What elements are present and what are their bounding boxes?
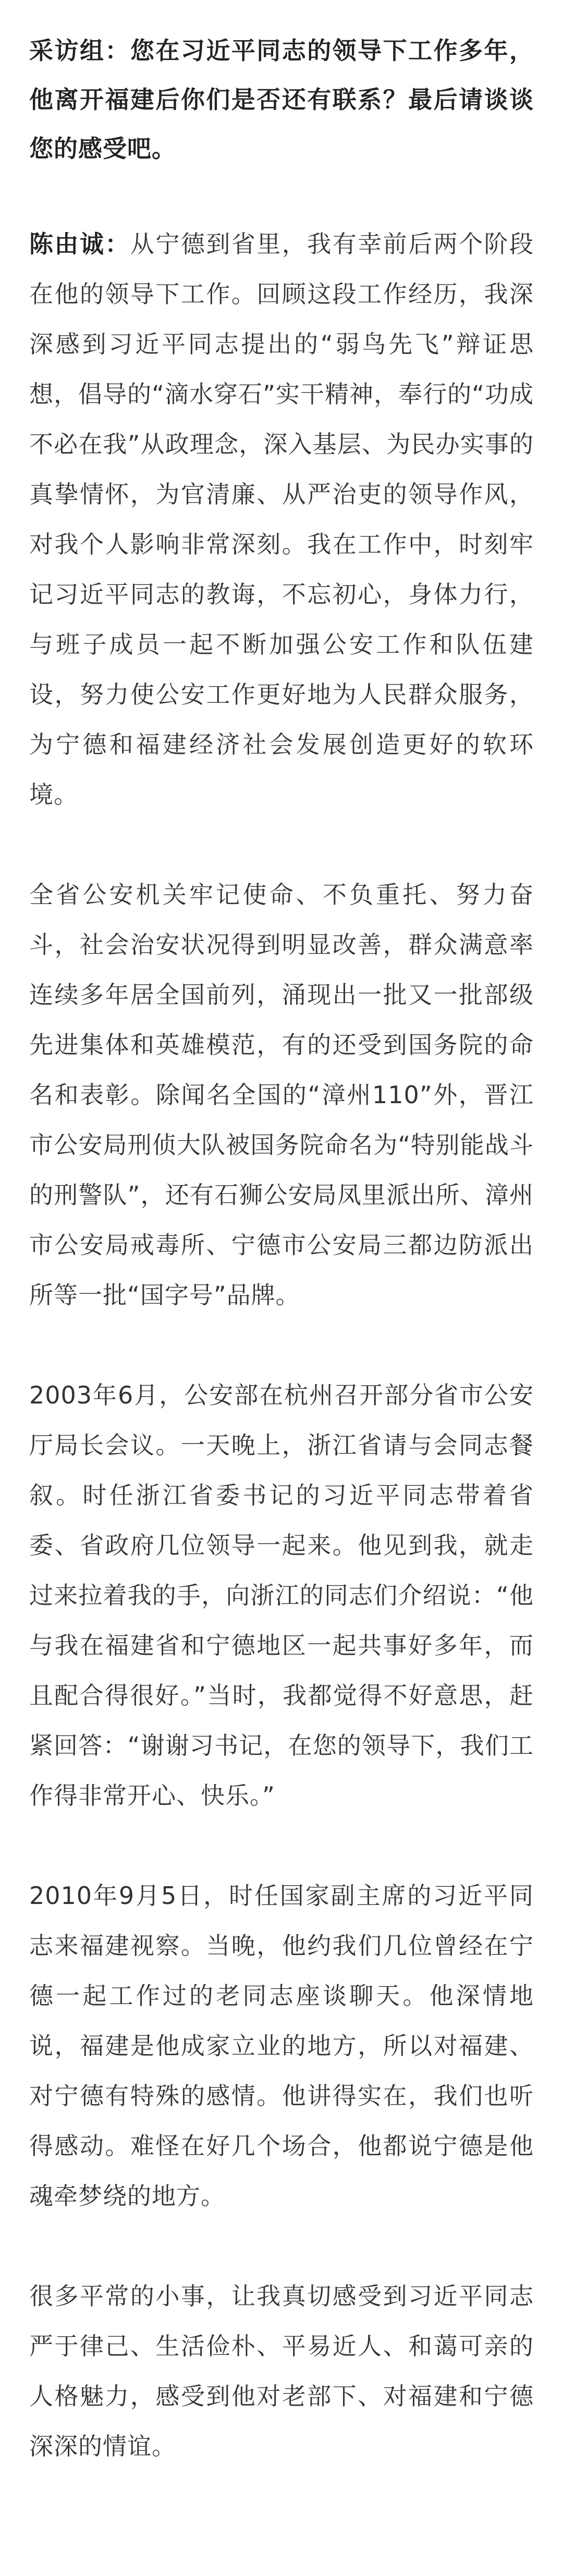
answer-text: 从宁德到省里，我有幸前后两个阶段在他的领导下工作。回顾这段工作经历，我深深感到习近平同志提出的“弱鸟先飞”辩证思想，倡导的“滴水穿石”实干精神，奉行的“功成不必在我”从政理念，深入基层、为民办实事的真挚情怀，为官清廉、从严治吏的领导作风，对我个人影响非常深刻。我在工作中，时刻牢记习近平同志的教诲，不忘初心，身体力行，与班子成员一起不断加强公安工作和队伍建设，努力使公安工作更好地为人民群众服务，为宁德和福建经济社会发展创造更好的软环境。	[29, 230, 534, 809]
answer-paragraph	[29, 219, 534, 820]
body-paragraph-1: 全省公安机关牢记使命、不负重托、努力奋斗，社会治安状况得到明显改善，群众满意率连续多年居全国前列，涌现出一批又一批部级先进集体和英雄模范，有的还受到国务院的命名和表彰。除闻名全国的“漳州110”外，晋江市公安局刑侦大队被国务院命名为“特别能战斗的刑警队”，还有石狮公安局凤里派出所、漳州市公安局戒毒所、宁德市公安局三都边防派出所等一批“国字号”品牌。	[29, 881, 534, 1309]
speaker-name: 陈由诚：	[29, 230, 130, 258]
body-paragraph-2: 2003年6月，公安部在杭州召开部分省市公安厅局长会议。一天晚上，浙江省请与会同志餐叙。时任浙江省委书记的习近平同志带着省委、省政府几位领导一起来。他见到我，就走过来拉着我的手，向浙江的同志们介绍说：“他与我在福建省和宁德地区一起共事好多年，而且配合得很好。”当时，我都觉得不好意思，赶紧回答：“谢谢习书记，在您的领导下，我们工作得非常开心、快乐。”	[29, 1381, 534, 1810]
body-paragraph-4: 很多平常的小事，让我真切感受到习近平同志严于律己、生活俭朴、平易近人、和蔼可亲的人格魅力，感受到他对老部下、对福建和宁德深深的情谊。	[29, 2282, 534, 2460]
body-paragraph-3: 2010年9月5日，时任国家副主席的习近平同志来福建视察。当晚，他约我们几位曾经在宁德一起工作过的老同志座谈聊天。他深情地说，福建是他成家立业的地方，所以对福建、对宁德有特殊的感情。他讲得实在，我们也听得感动。难怪在好几个场合，他都说宁德是他魂牵梦绕的地方。	[29, 1882, 534, 2210]
interview-question: 采访组：您在习近平同志的领导下工作多年，他离开福建后你们是否还有联系？最后请谈谈您的感受吧。	[29, 36, 534, 163]
